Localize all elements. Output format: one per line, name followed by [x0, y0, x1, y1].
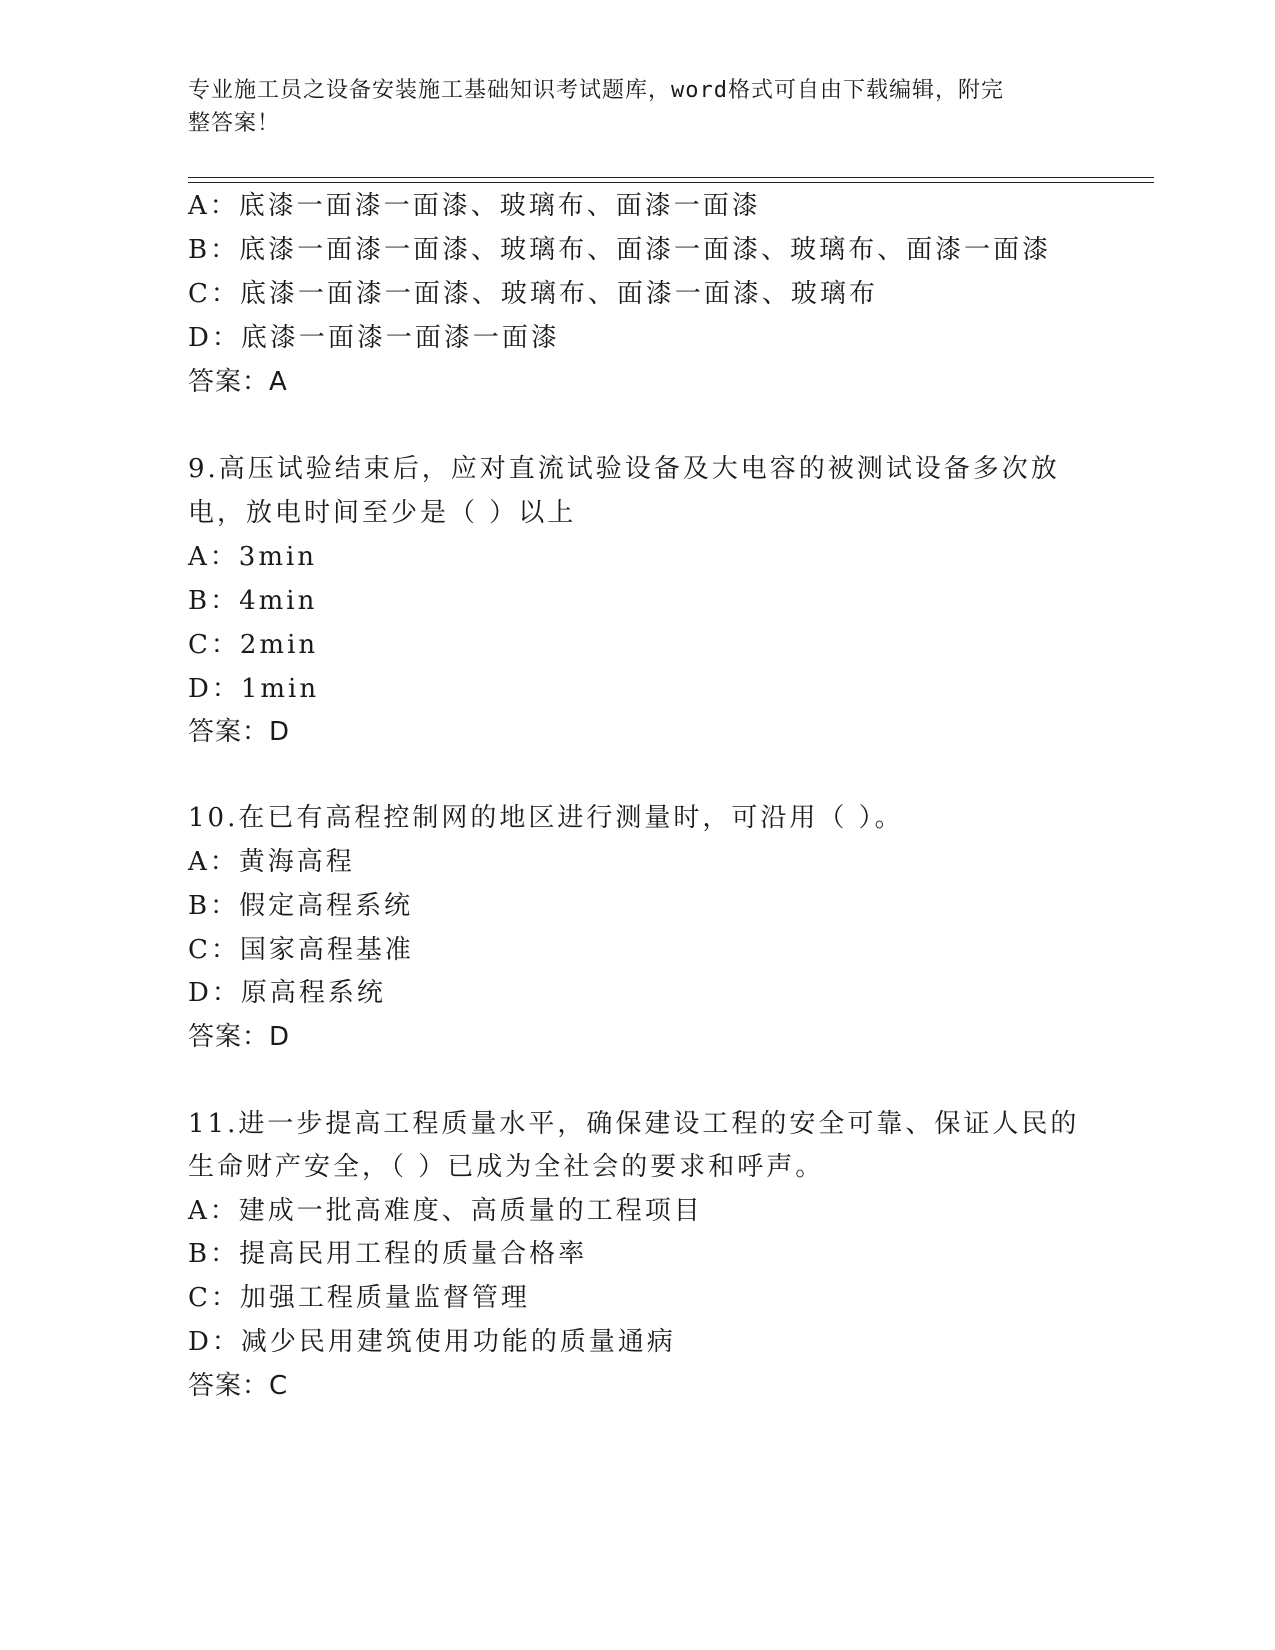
q10-stem-line-1: 10.在已有高程控制网的地区进行测量时，可沿用（ ）。 — [188, 803, 904, 833]
q9-option-a: A：3min — [188, 542, 318, 572]
document-header — [188, 74, 1068, 140]
q9-stem-line-1: 9.高压试验结束后，应对直流试验设备及大电容的被测试设备多次放 — [188, 454, 1060, 484]
q9-answer: 答案：D — [188, 717, 291, 747]
q8-option-c: C：底漆一面漆一面漆、玻璃布、面漆一面漆、玻璃布 — [188, 279, 878, 309]
q9-option-d: D：1min — [188, 674, 320, 704]
q8-option-b: B：底漆一面漆一面漆、玻璃布、面漆一面漆、玻璃布、面漆一面漆 — [188, 235, 1052, 265]
q8-option-d: D：底漆一面漆一面漆一面漆 — [188, 323, 560, 353]
q11-option-b: B：提高民用工程的质量合格率 — [188, 1239, 588, 1269]
q9-option-c: C：2min — [188, 630, 319, 660]
q10-option-c: C：国家高程基准 — [188, 935, 414, 965]
q11-option-a: A：建成一批高难度、高质量的工程项目 — [188, 1196, 703, 1226]
q11-option-d: D：减少民用建筑使用功能的质量通病 — [188, 1327, 676, 1357]
q9-option-b: B：4min — [188, 586, 318, 616]
q10-option-a: A：黄海高程 — [188, 847, 355, 877]
q10-option-b: B：假定高程系统 — [188, 891, 414, 921]
q11-stem-line-2: 生命财产安全，（ ）已成为全社会的要求和呼声。 — [188, 1152, 825, 1182]
q11-answer: 答案：C — [188, 1371, 289, 1401]
q10-answer: 答案：D — [188, 1022, 291, 1052]
header-divider-bottom — [188, 182, 1154, 183]
q8-answer: 答案：A — [188, 367, 288, 397]
q11-option-c: C：加强工程质量监督管理 — [188, 1283, 530, 1313]
header-line-2: 整答案！ — [188, 111, 281, 136]
q9-stem-line-2: 电，放电时间至少是（ ）以上 — [188, 498, 577, 528]
q8-option-a: A：底漆一面漆一面漆、玻璃布、面漆一面漆 — [188, 191, 761, 221]
q11-stem-line-1: 11.进一步提高工程质量水平，确保建设工程的安全可靠、保证人民的 — [188, 1109, 1080, 1139]
q10-option-d: D：原高程系统 — [188, 978, 386, 1008]
header-line-1: 专业施工员之设备安装施工基础知识考试题库，word格式可自由下载编辑，附完 — [188, 78, 1004, 103]
header-divider-top — [188, 177, 1154, 178]
